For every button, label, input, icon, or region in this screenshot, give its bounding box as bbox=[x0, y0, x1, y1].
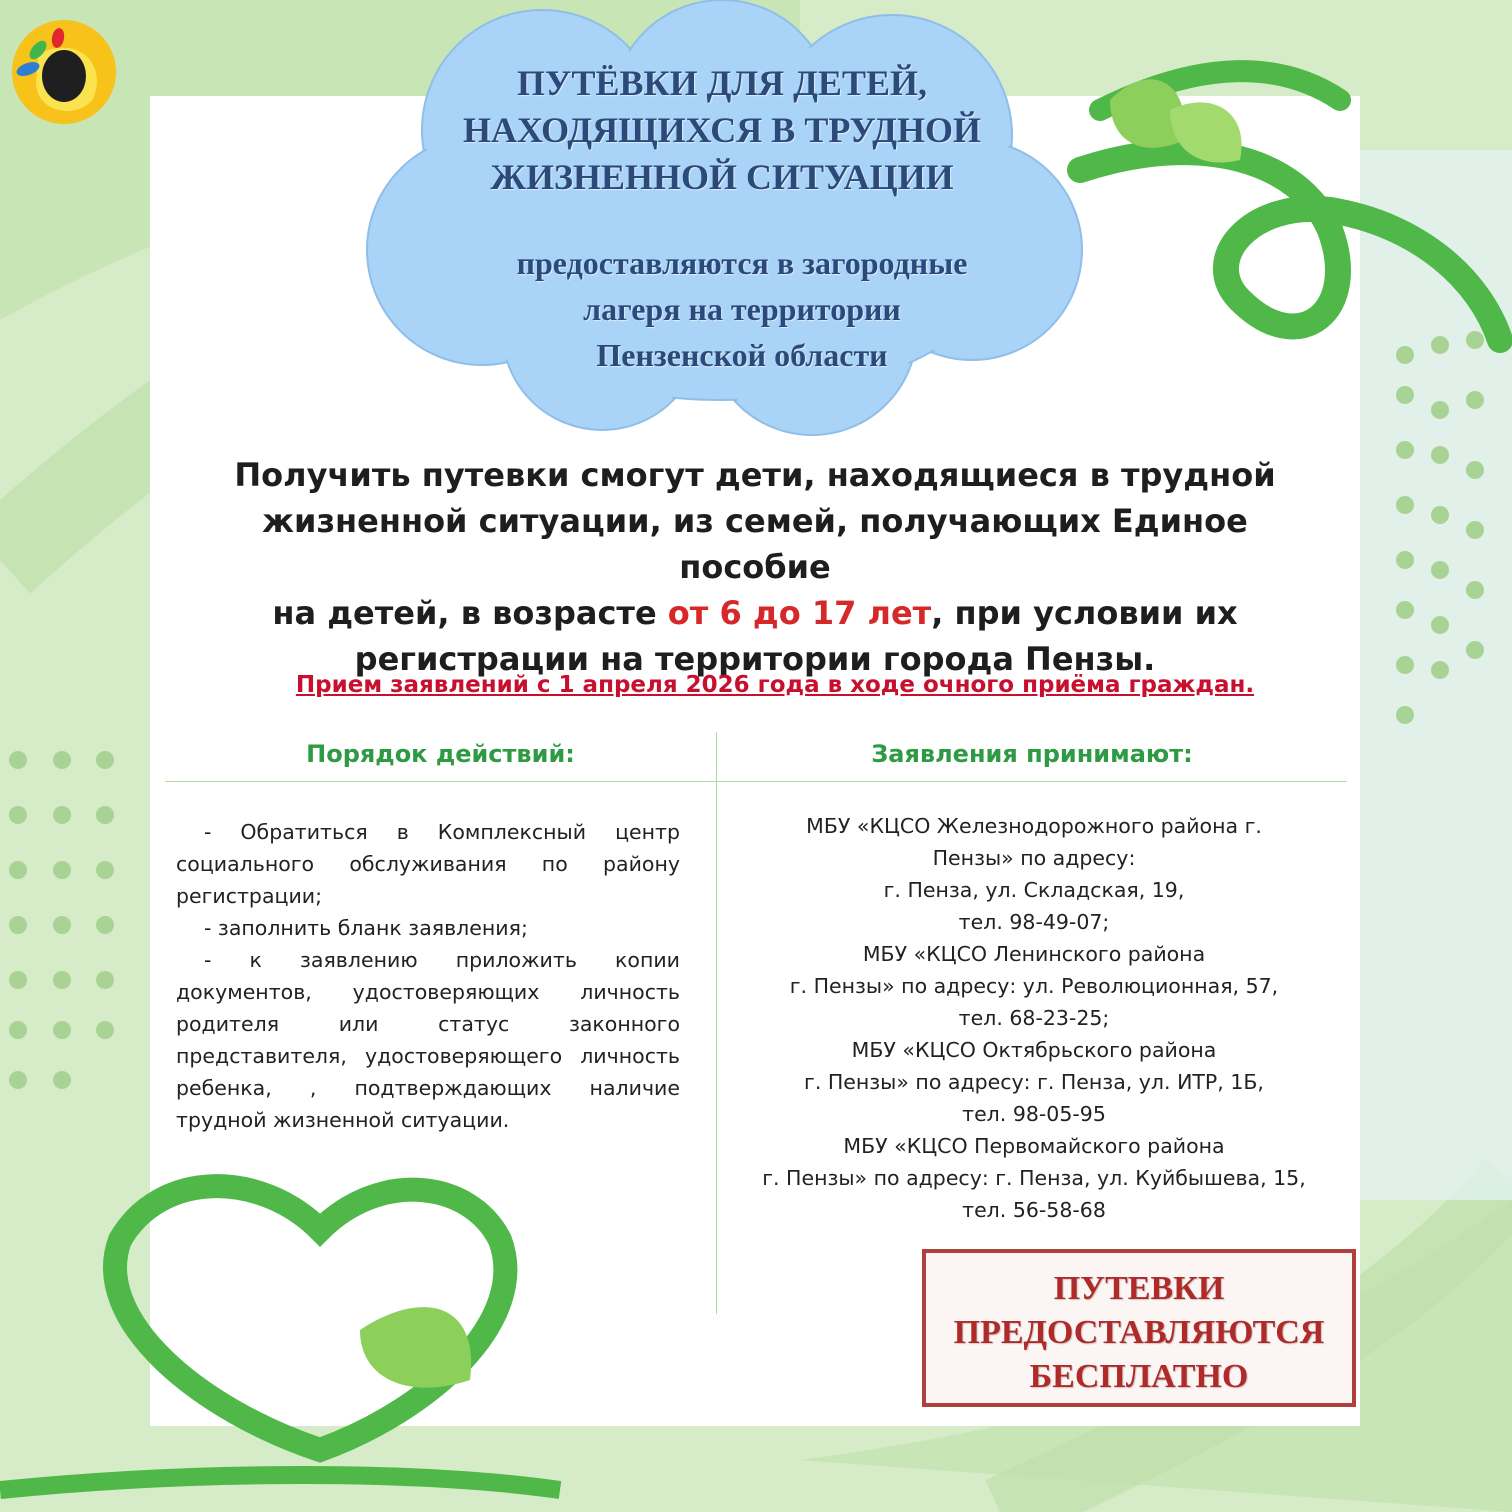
free-stamp bbox=[922, 1249, 1356, 1407]
stamp-line: БЕСПЛАТНО bbox=[1029, 1358, 1249, 1395]
cloud-heading bbox=[352, 0, 1092, 440]
office-line: тел. 98-49-07; bbox=[958, 910, 1110, 934]
application-notice: Прием заявлений с 1 апреля 2026 года в ходе очного приёма граждан. bbox=[295, 672, 1255, 698]
step-item: - заполнить бланк заявления; bbox=[204, 916, 528, 940]
subtitle-line: Пензенской области bbox=[596, 337, 888, 373]
procedure-steps bbox=[176, 816, 680, 1136]
eligibility-text bbox=[200, 452, 1310, 682]
offices-list bbox=[724, 810, 1344, 1226]
office-line: г. Пензы» по адресу: г. Пенза, ул. Куйбышева, 15, bbox=[762, 1166, 1306, 1190]
office-line: г. Пензы» по адресу: г. Пенза, ул. ИТР, 1Б, bbox=[804, 1070, 1264, 1094]
title-line: ЖИЗНЕННОЙ СИТУАЦИИ bbox=[490, 157, 954, 197]
page-title bbox=[442, 60, 1002, 201]
offices-heading: Заявления принимают: bbox=[871, 740, 1193, 768]
subtitle-line: лагеря на территории bbox=[583, 291, 901, 327]
office-line: тел. 98-05-95 bbox=[962, 1102, 1106, 1126]
lead-line: жизненной ситуации, из семей, получающих Единое пособие bbox=[262, 502, 1248, 586]
office-line: МБУ «КЦСО Железнодорожного района г. bbox=[806, 814, 1262, 838]
lead-line: Получить путевки смогут дети, находящиеся в трудной bbox=[234, 456, 1276, 494]
step-item: - к заявлению приложить копии документов, удостоверяющих личность родителя или статус законного представителя, удостоверяющего личность ребенка, , подтверждающих наличие трудной жизненной ситуации. bbox=[176, 948, 680, 1132]
subtitle-line: предоставляются в загородные bbox=[516, 245, 968, 281]
colorful-swirl-logo bbox=[8, 14, 120, 126]
lead-line: на детей, в возрасте от 6 до 17 лет, при условии их bbox=[272, 594, 1238, 632]
leaf-icon bbox=[360, 1307, 471, 1388]
divider bbox=[716, 732, 717, 1314]
office-line: МБУ «КЦСО Ленинского района bbox=[862, 942, 1206, 966]
title-line: ПУТЁВКИ ДЛЯ ДЕТЕЙ, bbox=[517, 63, 927, 103]
stamp-line: ПРЕДОСТАВЛЯЮТСЯ bbox=[953, 1314, 1325, 1351]
office-line: тел. 68-23-25; bbox=[958, 1006, 1110, 1030]
step-item: - Обратиться в Комплексный центр социального обслуживания по району регистрации; bbox=[176, 820, 680, 908]
age-range: от 6 до 17 лет bbox=[667, 594, 932, 632]
title-line: НАХОДЯЩИХСЯ В ТРУДНОЙ bbox=[463, 110, 981, 150]
stamp-line: ПУТЕВКИ bbox=[1053, 1270, 1225, 1307]
office-line: г. Пензы» по адресу: ул. Революционная, 57, bbox=[789, 974, 1279, 998]
procedure-heading: Порядок действий: bbox=[306, 740, 575, 768]
office-line: г. Пенза, ул. Складская, 19, bbox=[883, 878, 1185, 902]
office-line: Пензы» по адресу: bbox=[932, 846, 1136, 870]
page-subtitle bbox=[452, 240, 1032, 378]
office-line: тел. 56-58-68 bbox=[962, 1198, 1106, 1222]
lead-line: регистрации на территории города Пензы. bbox=[354, 640, 1156, 678]
office-line: МБУ «КЦСО Первомайского района bbox=[843, 1134, 1225, 1158]
office-line: МБУ «КЦСО Октябрьского района bbox=[851, 1038, 1217, 1062]
divider bbox=[165, 781, 1347, 782]
